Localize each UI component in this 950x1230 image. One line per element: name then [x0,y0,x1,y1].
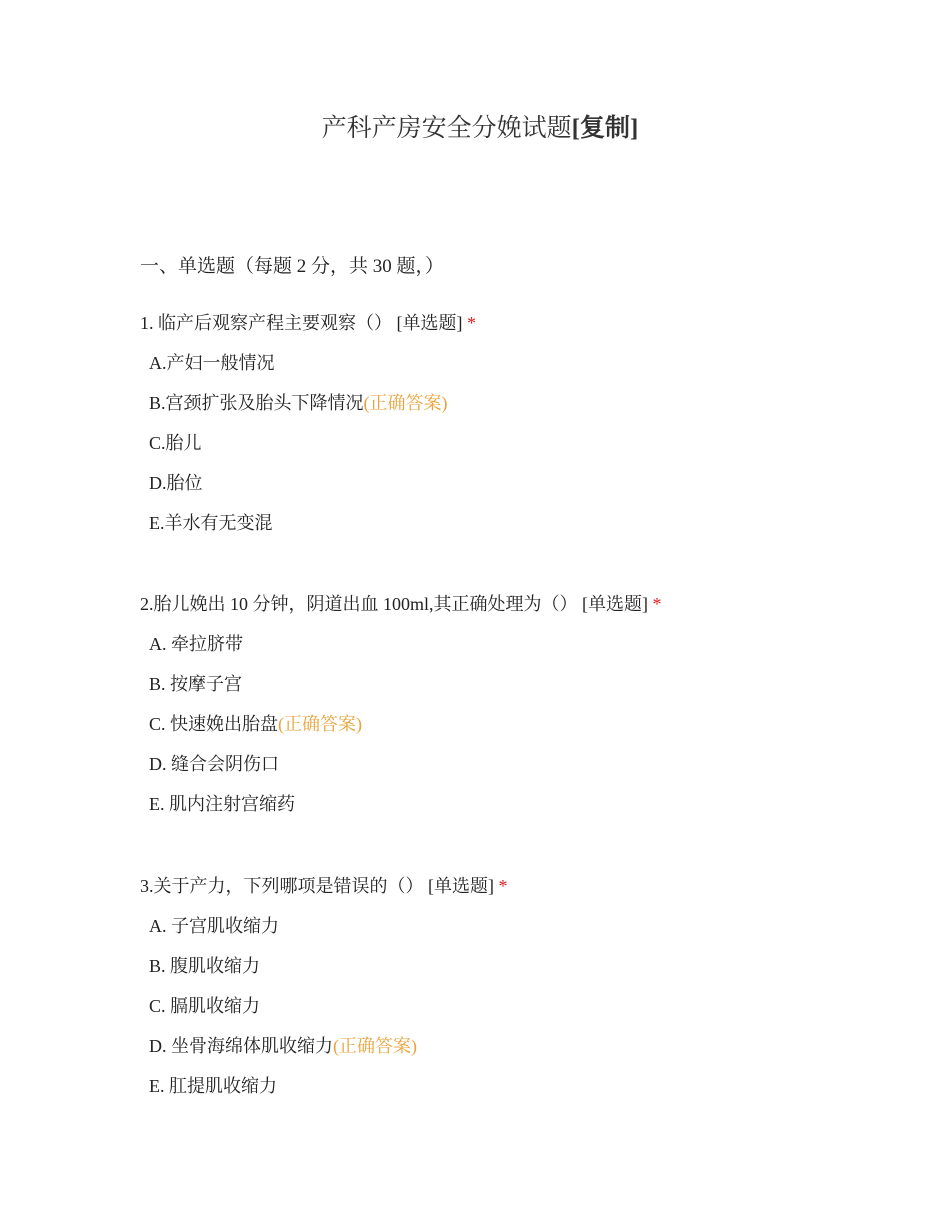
required-mark: * [467,313,476,333]
page-title-suffix: [复制] [571,115,639,142]
option-label: C. 膈肌收缩力 [149,996,261,1016]
correct-answer-mark: (正确答案) [363,393,448,413]
question-stem: 3.关于产力，下列哪项是错误的（） [140,876,424,896]
question-text [140,591,920,617]
question-2 [140,591,920,831]
correct-answer-mark: (正确答案) [333,1036,417,1056]
option-label: E. 肛提肌收缩力 [149,1076,277,1096]
option-label: C. 快速娩出胎盘 [149,714,279,734]
required-mark: * [652,594,662,614]
option-e[interactable] [149,510,920,550]
option-label: A. 子宫肌收缩力 [149,916,279,936]
correct-answer-mark: (正确答案) [278,714,363,734]
option-label: E.羊水有无变混 [149,513,273,533]
option-label: D. 缝合会阴伤口 [149,754,279,774]
question-type-label: [单选题] [396,313,463,333]
option-label: D.胎位 [149,473,203,493]
option-label: E. 肌内注射宫缩药 [149,794,295,814]
option-label: C.胎儿 [149,433,202,453]
question-stem: 1. 临产后观察产程主要观察（） [140,313,392,333]
option-c[interactable] [149,711,920,751]
option-label: A. 牵拉脐带 [149,634,243,654]
option-label: B. 腹肌收缩力 [149,956,261,976]
section-heading: 一、单选题（每题 2 分，共 30 题，） [140,256,445,277]
option-d[interactable] [149,470,920,510]
question-text [140,873,920,899]
question-type-label: [单选题] [582,594,648,614]
option-d[interactable] [149,1033,920,1073]
option-d[interactable] [149,751,920,791]
option-b[interactable] [149,953,920,993]
question-3 [140,873,920,1113]
option-c[interactable] [149,430,920,470]
page-title-main: 产科产房安全分娩试题 [321,115,572,142]
option-label: D. 坐骨海绵体肌收缩力 [149,1036,333,1056]
option-label: A.产妇一般情况 [149,353,275,373]
question-stem: 2.胎儿娩出 10 分钟，阴道出血 100ml,其正确处理为（） [140,594,578,614]
option-e[interactable] [149,791,920,831]
option-c[interactable] [149,993,920,1033]
question-1 [140,310,920,550]
option-b[interactable] [149,671,920,711]
required-mark: * [498,876,508,896]
option-a[interactable] [149,913,920,953]
question-type-label: [单选题] [428,876,494,896]
question-text [140,310,920,336]
option-b[interactable] [149,390,920,430]
option-e[interactable] [149,1073,920,1113]
option-a[interactable] [149,631,920,671]
option-label: B.宫颈扩张及胎头下降情况 [149,393,364,413]
option-label: B. 按摩子宫 [149,674,243,694]
page-title [0,108,950,144]
option-a[interactable] [149,350,920,390]
